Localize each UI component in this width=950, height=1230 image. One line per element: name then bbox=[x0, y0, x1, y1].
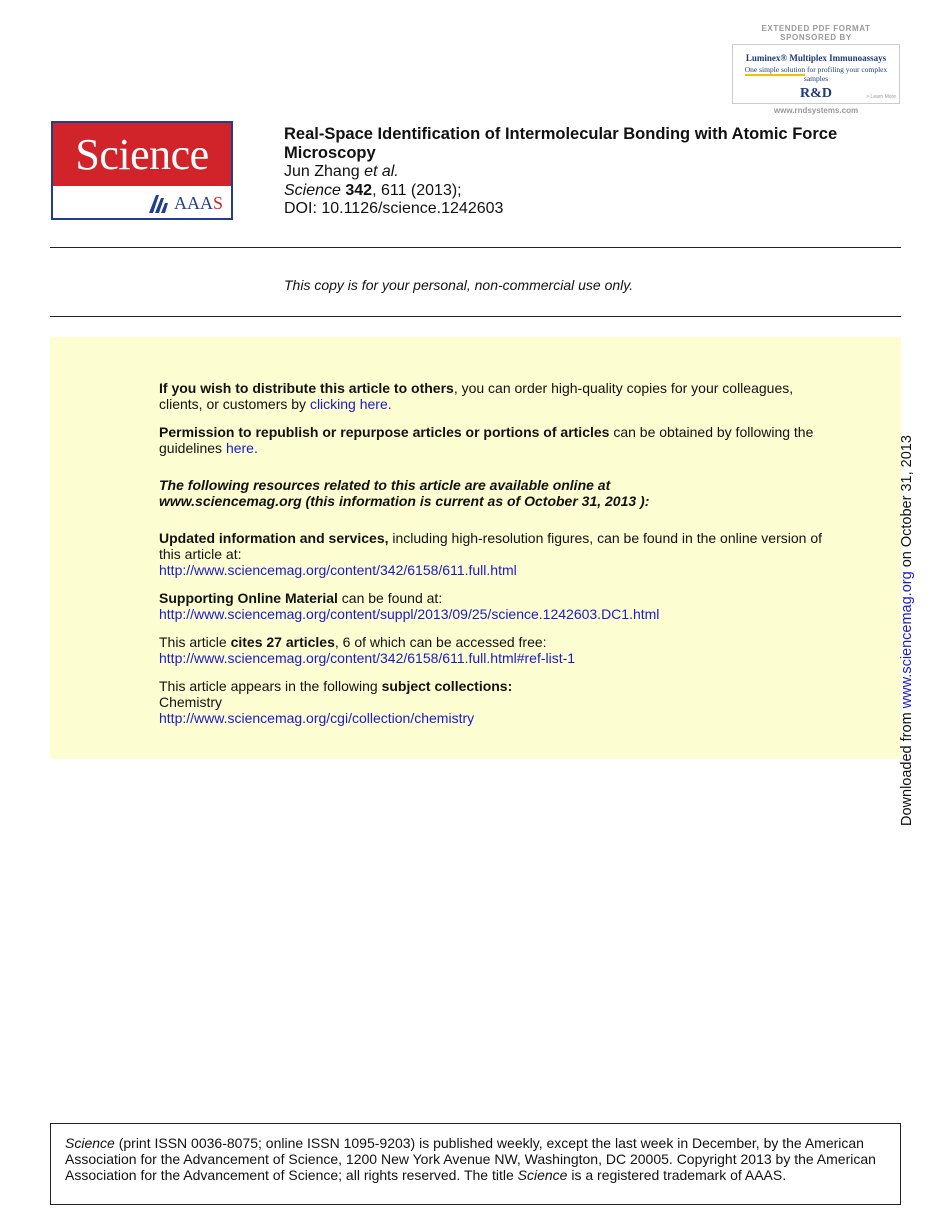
article-citation: Science 342, 611 (2013); bbox=[284, 181, 462, 199]
rd-logo: R&D bbox=[800, 86, 832, 101]
article-doi: DOI: 10.1126/science.1242603 bbox=[284, 200, 504, 217]
sciencemag-link[interactable]: www.sciencemag.org bbox=[899, 571, 915, 709]
sponsor-banner[interactable] bbox=[732, 44, 900, 104]
supporting-material-link[interactable]: http://www.sciencemag.org/content/suppl/2013/09/25/science.1242603.DC1.html bbox=[159, 606, 660, 622]
collection-link[interactable]: http://www.sciencemag.org/cgi/collection/chemistry bbox=[159, 710, 475, 726]
article-title: Real-Space Identification of Intermolecular Bonding with Atomic Force Microscopy bbox=[284, 125, 838, 162]
download-notice: Downloaded from www.sciencemag.org on October 31, 2013 bbox=[899, 435, 915, 826]
copyright-text: Science (print ISSN 0036-8075; online ISSN 1095-9203) is published weekly, except the last week in December, by the American Association for the Advancement of Science, 1200 New York Avenue NW, Washington, DC 20005. Copyright 2013 by the American Association for the Advancement of Science; all rights reserved. The title Science is a registered trademark of AAAS. bbox=[65, 1135, 876, 1183]
cites-paragraph: This article cites 27 articles, 6 of which can be accessed free: http://www.sciencemag.org/content/342/6158/611.full.html#ref-list-1 bbox=[159, 634, 576, 666]
distribute-paragraph: If you wish to distribute this article to others, you can order high-quality copies for your colleagues, clients, or customers by clicking here. bbox=[159, 380, 794, 412]
sponsor-ad[interactable] bbox=[732, 24, 900, 115]
ref-list-link[interactable]: http://www.sciencemag.org/content/342/6158/611.full.html#ref-list-1 bbox=[159, 650, 576, 666]
info-content bbox=[159, 380, 839, 738]
learn-more-link[interactable]: > Learn More bbox=[866, 94, 896, 100]
updated-info-paragraph: Updated information and services, including high-resolution figures, can be found in the online version of this article at: http://www.sciencemag.org/content/342/6158/611.full.html bbox=[159, 530, 823, 578]
science-logo bbox=[51, 121, 233, 220]
supporting-material-paragraph: Supporting Online Material can be found at: http://www.sciencemag.org/content/suppl/2013/09/25/science.1242603.DC1.html bbox=[159, 590, 660, 622]
aaas-logo: AAAS bbox=[149, 193, 223, 214]
collection-name: Chemistry bbox=[159, 694, 223, 710]
full-text-link[interactable]: http://www.sciencemag.org/content/342/6158/611.full.html bbox=[159, 562, 517, 578]
sponsor-line2: SPONSORED BY bbox=[780, 33, 852, 42]
sponsor-line1: EXTENDED PDF FORMAT bbox=[761, 24, 871, 33]
article-author: Jun Zhang et al. bbox=[284, 163, 399, 180]
clicking-here-link[interactable]: clicking here. bbox=[309, 396, 392, 412]
divider-bottom bbox=[50, 316, 901, 317]
article-header bbox=[284, 125, 904, 219]
sponsor-brand: Luminex® Multiplex Immunoassays bbox=[745, 53, 887, 63]
permission-paragraph: Permission to republish or repurpose articles or portions of articles can be obtained by following the guidelines here. bbox=[159, 424, 814, 456]
resources-paragraph: The following resources related to this article are available online at www.sciencemag.org (this information is current as of October 31, 2013 ): bbox=[159, 477, 650, 509]
here-link[interactable]: here. bbox=[225, 440, 258, 456]
science-wordmark: Science bbox=[53, 123, 231, 186]
collections-paragraph: This article appears in the following subject collections: Chemistry http://www.sciencemag.org/cgi/collection/chemistry bbox=[159, 678, 513, 726]
copyright-footer bbox=[50, 1123, 901, 1205]
divider-top bbox=[50, 247, 901, 248]
aaas-mark-icon bbox=[149, 195, 171, 213]
sponsor-tagline: One simple solution for profiling your complex samples bbox=[744, 65, 888, 83]
sponsor-url[interactable]: www.rndsystems.com bbox=[773, 106, 859, 115]
personal-use-notice: This copy is for your personal, non-commercial use only. bbox=[284, 277, 634, 293]
